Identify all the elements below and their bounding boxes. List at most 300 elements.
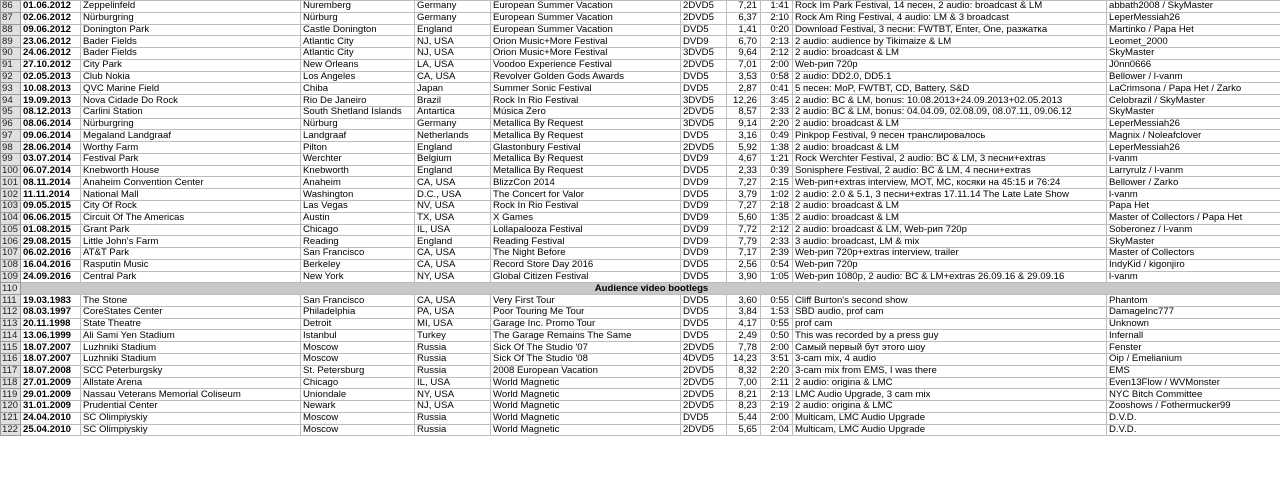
duration-cell[interactable]: 0:41: [761, 83, 793, 95]
city-cell[interactable]: Rio De Janeiro: [301, 95, 415, 107]
tour-cell[interactable]: Sick Of The Studio '08: [491, 353, 681, 365]
venue-cell[interactable]: QVC Marine Field: [81, 83, 301, 95]
tour-cell[interactable]: Sick Of The Studio '07: [491, 342, 681, 354]
city-cell[interactable]: Austin: [301, 212, 415, 224]
region-cell[interactable]: NJ, USA: [415, 48, 491, 60]
notes-cell[interactable]: Web-рип 720p+extras interview, trailer: [793, 248, 1107, 260]
format-cell[interactable]: 3DVD5: [681, 48, 727, 60]
format-cell[interactable]: DVD9: [681, 224, 727, 236]
tour-cell[interactable]: European Summer Vacation: [491, 1, 681, 13]
region-cell[interactable]: CA, USA: [415, 177, 491, 189]
author-cell[interactable]: Master of Collectors / Papa Het: [1107, 212, 1280, 224]
city-cell[interactable]: Newark: [301, 401, 415, 413]
row-number[interactable]: 91: [1, 59, 21, 71]
city-cell[interactable]: Los Angeles: [301, 71, 415, 83]
notes-cell[interactable]: 2 audio: broadcast & LM: [793, 48, 1107, 60]
author-cell[interactable]: Bellower / l-vanm: [1107, 71, 1280, 83]
date-cell[interactable]: 09.06.2014: [21, 130, 81, 142]
format-cell[interactable]: DVD5: [681, 165, 727, 177]
city-cell[interactable]: Berkeley: [301, 259, 415, 271]
author-cell[interactable]: Larryrulz / l-vanm: [1107, 165, 1280, 177]
city-cell[interactable]: Anaheim: [301, 177, 415, 189]
size-cell[interactable]: 7,21: [727, 1, 761, 13]
city-cell[interactable]: South Shetland Islands: [301, 106, 415, 118]
region-cell[interactable]: NY, USA: [415, 271, 491, 283]
region-cell[interactable]: Netherlands: [415, 130, 491, 142]
date-cell[interactable]: 19.09.2013: [21, 95, 81, 107]
size-cell[interactable]: 6,37: [727, 12, 761, 24]
notes-cell[interactable]: Самый первый бут этого шоу: [793, 342, 1107, 354]
notes-cell[interactable]: SBD audio, prof cam: [793, 306, 1107, 318]
format-cell[interactable]: DVD5: [681, 330, 727, 342]
size-cell[interactable]: 9,14: [727, 118, 761, 130]
format-cell[interactable]: 2DVD5: [681, 401, 727, 413]
date-cell[interactable]: 01.06.2012: [21, 1, 81, 13]
venue-cell[interactable]: City Of Rock: [81, 201, 301, 213]
city-cell[interactable]: Knebworth: [301, 165, 415, 177]
author-cell[interactable]: Master of Collectors: [1107, 248, 1280, 260]
tour-cell[interactable]: The Garage Remains The Same: [491, 330, 681, 342]
row-number[interactable]: 115: [1, 342, 21, 354]
date-cell[interactable]: 27.10.2012: [21, 59, 81, 71]
tour-cell[interactable]: World Magnetic: [491, 424, 681, 436]
format-cell[interactable]: DVD5: [681, 259, 727, 271]
notes-cell[interactable]: Sonisphere Festival, 2 audio: BC & LM, 4 песни+extras: [793, 165, 1107, 177]
row-number[interactable]: 118: [1, 377, 21, 389]
size-cell[interactable]: 7,27: [727, 177, 761, 189]
venue-cell[interactable]: Luzhniki Stadium: [81, 353, 301, 365]
format-cell[interactable]: 2DVD5: [681, 106, 727, 118]
duration-cell[interactable]: 3:51: [761, 353, 793, 365]
region-cell[interactable]: Turkey: [415, 330, 491, 342]
tour-cell[interactable]: Glastonbury Festival: [491, 142, 681, 154]
notes-cell[interactable]: Web-рип 1080p, 2 audio: BC & LM+extras 26.09.16 & 29.09.16: [793, 271, 1107, 283]
venue-cell[interactable]: Bader Fields: [81, 48, 301, 60]
duration-cell[interactable]: 2:39: [761, 248, 793, 260]
city-cell[interactable]: Atlantic City: [301, 48, 415, 60]
tour-cell[interactable]: World Magnetic: [491, 389, 681, 401]
size-cell[interactable]: 3,90: [727, 271, 761, 283]
duration-cell[interactable]: 2:10: [761, 12, 793, 24]
region-cell[interactable]: England: [415, 24, 491, 36]
row-number[interactable]: 103: [1, 201, 21, 213]
format-cell[interactable]: DVD9: [681, 236, 727, 248]
date-cell[interactable]: 23.06.2012: [21, 36, 81, 48]
row-number[interactable]: 121: [1, 412, 21, 424]
tour-cell[interactable]: Garage Inc. Promo Tour: [491, 318, 681, 330]
venue-cell[interactable]: State Theatre: [81, 318, 301, 330]
duration-cell[interactable]: 1:38: [761, 142, 793, 154]
author-cell[interactable]: IndyKid / kigonjiro: [1107, 259, 1280, 271]
duration-cell[interactable]: 2:33: [761, 106, 793, 118]
region-cell[interactable]: CA, USA: [415, 295, 491, 307]
size-cell[interactable]: 2,33: [727, 165, 761, 177]
venue-cell[interactable]: Worthy Farm: [81, 142, 301, 154]
duration-cell[interactable]: 1:02: [761, 189, 793, 201]
duration-cell[interactable]: 2:19: [761, 401, 793, 413]
tour-cell[interactable]: Metallica By Request: [491, 118, 681, 130]
tour-cell[interactable]: European Summer Vacation: [491, 24, 681, 36]
tour-cell[interactable]: Global Citizen Festival: [491, 271, 681, 283]
venue-cell[interactable]: SCC Peterburgsky: [81, 365, 301, 377]
size-cell[interactable]: 8,21: [727, 389, 761, 401]
duration-cell[interactable]: 2:13: [761, 389, 793, 401]
venue-cell[interactable]: AT&T Park: [81, 248, 301, 260]
author-cell[interactable]: l-vanm: [1107, 271, 1280, 283]
venue-cell[interactable]: Grant Park: [81, 224, 301, 236]
venue-cell[interactable]: Prudential Center: [81, 401, 301, 413]
notes-cell[interactable]: Pinkpop Festival, 9 песен транслировалось: [793, 130, 1107, 142]
region-cell[interactable]: Antartica: [415, 106, 491, 118]
size-cell[interactable]: 6,70: [727, 36, 761, 48]
format-cell[interactable]: DVD9: [681, 36, 727, 48]
venue-cell[interactable]: Central Park: [81, 271, 301, 283]
date-cell[interactable]: 19.03.1983: [21, 295, 81, 307]
format-cell[interactable]: 2DVD5: [681, 389, 727, 401]
row-number[interactable]: 87: [1, 12, 21, 24]
author-cell[interactable]: NYC Bitch Committee: [1107, 389, 1280, 401]
city-cell[interactable]: Werchter: [301, 153, 415, 165]
venue-cell[interactable]: Little John's Farm: [81, 236, 301, 248]
venue-cell[interactable]: Rasputin Music: [81, 259, 301, 271]
city-cell[interactable]: Moscow: [301, 342, 415, 354]
tour-cell[interactable]: Poor Touring Me Tour: [491, 306, 681, 318]
venue-cell[interactable]: Club Nokia: [81, 71, 301, 83]
date-cell[interactable]: 31.01.2009: [21, 401, 81, 413]
row-number[interactable]: 92: [1, 71, 21, 83]
tour-cell[interactable]: Lollapalooza Festival: [491, 224, 681, 236]
city-cell[interactable]: Moscow: [301, 412, 415, 424]
notes-cell[interactable]: prof cam: [793, 318, 1107, 330]
size-cell[interactable]: 8,23: [727, 401, 761, 413]
date-cell[interactable]: 16.04.2016: [21, 259, 81, 271]
duration-cell[interactable]: 2:15: [761, 177, 793, 189]
duration-cell[interactable]: 1:53: [761, 306, 793, 318]
region-cell[interactable]: Belgium: [415, 153, 491, 165]
author-cell[interactable]: l-vanm: [1107, 153, 1280, 165]
region-cell[interactable]: D.C., USA: [415, 189, 491, 201]
venue-cell[interactable]: Nürburgring: [81, 118, 301, 130]
date-cell[interactable]: 29.08.2015: [21, 236, 81, 248]
venue-cell[interactable]: Bader Fields: [81, 36, 301, 48]
tour-cell[interactable]: Orion Music+More Festival: [491, 48, 681, 60]
date-cell[interactable]: 02.05.2013: [21, 71, 81, 83]
format-cell[interactable]: DVD5: [681, 318, 727, 330]
author-cell[interactable]: D.V.D.: [1107, 424, 1280, 436]
region-cell[interactable]: Russia: [415, 412, 491, 424]
size-cell[interactable]: 3,79: [727, 189, 761, 201]
row-number[interactable]: 101: [1, 177, 21, 189]
author-cell[interactable]: Unknown: [1107, 318, 1280, 330]
notes-cell[interactable]: 3 audio: broadcast, LM & mix: [793, 236, 1107, 248]
city-cell[interactable]: St. Petersburg: [301, 365, 415, 377]
notes-cell[interactable]: 2 audio: broadcast & LM: [793, 118, 1107, 130]
date-cell[interactable]: 06.07.2014: [21, 165, 81, 177]
row-number[interactable]: 111: [1, 295, 21, 307]
tour-cell[interactable]: 2008 European Vacation: [491, 365, 681, 377]
author-cell[interactable]: J0nn0666: [1107, 59, 1280, 71]
venue-cell[interactable]: Anaheim Convention Center: [81, 177, 301, 189]
format-cell[interactable]: DVD5: [681, 24, 727, 36]
format-cell[interactable]: 2DVD5: [681, 1, 727, 13]
tour-cell[interactable]: Reading Festival: [491, 236, 681, 248]
row-number[interactable]: 117: [1, 365, 21, 377]
tour-cell[interactable]: Música Zero: [491, 106, 681, 118]
region-cell[interactable]: CA, USA: [415, 259, 491, 271]
tour-cell[interactable]: World Magnetic: [491, 401, 681, 413]
region-cell[interactable]: Brazil: [415, 95, 491, 107]
city-cell[interactable]: Chiba: [301, 83, 415, 95]
city-cell[interactable]: Moscow: [301, 353, 415, 365]
venue-cell[interactable]: Megaland Landgraaf: [81, 130, 301, 142]
author-cell[interactable]: Papa Het: [1107, 201, 1280, 213]
date-cell[interactable]: 27.01.2009: [21, 377, 81, 389]
format-cell[interactable]: DVD5: [681, 130, 727, 142]
row-number[interactable]: 119: [1, 389, 21, 401]
author-cell[interactable]: SkyMaster: [1107, 236, 1280, 248]
format-cell[interactable]: DVD5: [681, 189, 727, 201]
format-cell[interactable]: DVD9: [681, 177, 727, 189]
notes-cell[interactable]: Web-рип+extras interview, MOT, MC, косяки на 45:15 и 76:24: [793, 177, 1107, 189]
city-cell[interactable]: New Orleans: [301, 59, 415, 71]
notes-cell[interactable]: 5 песен: MoP, FWTBT, CD, Battery, S&D: [793, 83, 1107, 95]
format-cell[interactable]: DVD5: [681, 412, 727, 424]
author-cell[interactable]: Fenster: [1107, 342, 1280, 354]
city-cell[interactable]: Pilton: [301, 142, 415, 154]
city-cell[interactable]: San Francisco: [301, 248, 415, 260]
venue-cell[interactable]: City Park: [81, 59, 301, 71]
date-cell[interactable]: 09.06.2012: [21, 24, 81, 36]
row-number[interactable]: 88: [1, 24, 21, 36]
size-cell[interactable]: 9,64: [727, 48, 761, 60]
city-cell[interactable]: Atlantic City: [301, 36, 415, 48]
format-cell[interactable]: 2DVD5: [681, 424, 727, 436]
region-cell[interactable]: IL, USA: [415, 224, 491, 236]
row-number[interactable]: 114: [1, 330, 21, 342]
region-cell[interactable]: England: [415, 236, 491, 248]
region-cell[interactable]: CA, USA: [415, 248, 491, 260]
row-number[interactable]: 95: [1, 106, 21, 118]
city-cell[interactable]: San Francisco: [301, 295, 415, 307]
size-cell[interactable]: 12,26: [727, 95, 761, 107]
date-cell[interactable]: 02.06.2012: [21, 12, 81, 24]
notes-cell[interactable]: Download Festival, 3 песни: FWTBT, Enter, One, разжатка: [793, 24, 1107, 36]
notes-cell[interactable]: 2 audio: broadcast & LM: [793, 142, 1107, 154]
duration-cell[interactable]: 2:11: [761, 377, 793, 389]
venue-cell[interactable]: Nassau Veterans Memorial Coliseum: [81, 389, 301, 401]
size-cell[interactable]: 3,84: [727, 306, 761, 318]
row-number[interactable]: 116: [1, 353, 21, 365]
city-cell[interactable]: Chicago: [301, 377, 415, 389]
venue-cell[interactable]: Nürburgring: [81, 12, 301, 24]
city-cell[interactable]: Nuremberg: [301, 1, 415, 13]
date-cell[interactable]: 10.08.2013: [21, 83, 81, 95]
region-cell[interactable]: NV, USA: [415, 201, 491, 213]
city-cell[interactable]: Nürburg: [301, 118, 415, 130]
city-cell[interactable]: Reading: [301, 236, 415, 248]
author-cell[interactable]: Even13Flow / WVMonster: [1107, 377, 1280, 389]
tour-cell[interactable]: Rock In Rio Festival: [491, 201, 681, 213]
format-cell[interactable]: DVD5: [681, 306, 727, 318]
tour-cell[interactable]: Voodoo Experience Festival: [491, 59, 681, 71]
date-cell[interactable]: 03.07.2014: [21, 153, 81, 165]
region-cell[interactable]: England: [415, 142, 491, 154]
row-number[interactable]: 97: [1, 130, 21, 142]
tour-cell[interactable]: Record Store Day 2016: [491, 259, 681, 271]
row-number[interactable]: 105: [1, 224, 21, 236]
row-number[interactable]: 120: [1, 401, 21, 413]
format-cell[interactable]: 2DVD5: [681, 365, 727, 377]
venue-cell[interactable]: Knebworth House: [81, 165, 301, 177]
region-cell[interactable]: England: [415, 165, 491, 177]
region-cell[interactable]: Russia: [415, 424, 491, 436]
duration-cell[interactable]: 2:33: [761, 236, 793, 248]
date-cell[interactable]: 20.11.1998: [21, 318, 81, 330]
size-cell[interactable]: 5,60: [727, 212, 761, 224]
row-number[interactable]: 107: [1, 248, 21, 260]
size-cell[interactable]: 2,56: [727, 259, 761, 271]
date-cell[interactable]: 29.01.2009: [21, 389, 81, 401]
notes-cell[interactable]: 2 audio: broadcast & LM, Web-рип 720p: [793, 224, 1107, 236]
size-cell[interactable]: 7,00: [727, 377, 761, 389]
author-cell[interactable]: Magnix / Noleafclover: [1107, 130, 1280, 142]
notes-cell[interactable]: 2 audio: origina & LMC: [793, 401, 1107, 413]
tour-cell[interactable]: X Games: [491, 212, 681, 224]
tour-cell[interactable]: Metallica By Request: [491, 130, 681, 142]
region-cell[interactable]: LA, USA: [415, 59, 491, 71]
row-number[interactable]: 122: [1, 424, 21, 436]
date-cell[interactable]: 24.09.2016: [21, 271, 81, 283]
city-cell[interactable]: New York: [301, 271, 415, 283]
duration-cell[interactable]: 2:00: [761, 59, 793, 71]
row-number[interactable]: 104: [1, 212, 21, 224]
duration-cell[interactable]: 1:21: [761, 153, 793, 165]
city-cell[interactable]: Las Vegas: [301, 201, 415, 213]
notes-cell[interactable]: 2 audio: BC & LM, bonus: 10.08.2013+24.09.2013+02.05.2013: [793, 95, 1107, 107]
tour-cell[interactable]: Orion Music+More Festival: [491, 36, 681, 48]
row-number[interactable]: 96: [1, 118, 21, 130]
author-cell[interactable]: Bellower / Zarko: [1107, 177, 1280, 189]
size-cell[interactable]: 7,72: [727, 224, 761, 236]
date-cell[interactable]: 18.07.2007: [21, 342, 81, 354]
region-cell[interactable]: Germany: [415, 1, 491, 13]
size-cell[interactable]: 3,16: [727, 130, 761, 142]
size-cell[interactable]: 7,01: [727, 59, 761, 71]
size-cell[interactable]: 5,92: [727, 142, 761, 154]
notes-cell[interactable]: 2 audio: broadcast & LM: [793, 201, 1107, 213]
venue-cell[interactable]: Donington Park: [81, 24, 301, 36]
format-cell[interactable]: DVD9: [681, 153, 727, 165]
date-cell[interactable]: 28.06.2014: [21, 142, 81, 154]
date-cell[interactable]: 01.08.2015: [21, 224, 81, 236]
size-cell[interactable]: 1,41: [727, 24, 761, 36]
author-cell[interactable]: Martinko / Papa Het: [1107, 24, 1280, 36]
size-cell[interactable]: 5,44: [727, 412, 761, 424]
author-cell[interactable]: LeperMessiah26: [1107, 142, 1280, 154]
row-number[interactable]: 109: [1, 271, 21, 283]
duration-cell[interactable]: 2:20: [761, 118, 793, 130]
tour-cell[interactable]: European Summer Vacation: [491, 12, 681, 24]
date-cell[interactable]: 13.06.1999: [21, 330, 81, 342]
date-cell[interactable]: 18.07.2007: [21, 353, 81, 365]
author-cell[interactable]: SkyMaster: [1107, 106, 1280, 118]
row-number[interactable]: 90: [1, 48, 21, 60]
size-cell[interactable]: 3,53: [727, 71, 761, 83]
row-number[interactable]: 89: [1, 36, 21, 48]
date-cell[interactable]: 25.04.2010: [21, 424, 81, 436]
row-number[interactable]: 99: [1, 153, 21, 165]
city-cell[interactable]: Castle Donington: [301, 24, 415, 36]
region-cell[interactable]: NJ, USA: [415, 36, 491, 48]
duration-cell[interactable]: 0:50: [761, 330, 793, 342]
size-cell[interactable]: 2,87: [727, 83, 761, 95]
format-cell[interactable]: DVD5: [681, 295, 727, 307]
duration-cell[interactable]: 0:55: [761, 295, 793, 307]
author-cell[interactable]: D.V.D.: [1107, 412, 1280, 424]
duration-cell[interactable]: 0:20: [761, 24, 793, 36]
venue-cell[interactable]: National Mall: [81, 189, 301, 201]
format-cell[interactable]: 3DVD5: [681, 118, 727, 130]
region-cell[interactable]: Japan: [415, 83, 491, 95]
author-cell[interactable]: LaCrimsona / Papa Het / Zarko: [1107, 83, 1280, 95]
city-cell[interactable]: Washington: [301, 189, 415, 201]
duration-cell[interactable]: 0:54: [761, 259, 793, 271]
city-cell[interactable]: Uniondale: [301, 389, 415, 401]
tour-cell[interactable]: Summer Sonic Festival: [491, 83, 681, 95]
row-number[interactable]: 102: [1, 189, 21, 201]
duration-cell[interactable]: 2:00: [761, 412, 793, 424]
notes-cell[interactable]: Cliff Burton's second show: [793, 295, 1107, 307]
author-cell[interactable]: DamageInc777: [1107, 306, 1280, 318]
row-number[interactable]: 110: [1, 283, 21, 295]
notes-cell[interactable]: Web-рип 720p: [793, 59, 1107, 71]
date-cell[interactable]: 06.02.2016: [21, 248, 81, 260]
format-cell[interactable]: DVD5: [681, 83, 727, 95]
author-cell[interactable]: LeperMessiah26: [1107, 12, 1280, 24]
tour-cell[interactable]: World Magnetic: [491, 377, 681, 389]
format-cell[interactable]: 2DVD5: [681, 12, 727, 24]
notes-cell[interactable]: Rock Am Ring Festival, 4 audio: LM & 3 broadcast: [793, 12, 1107, 24]
duration-cell[interactable]: 2:12: [761, 224, 793, 236]
date-cell[interactable]: 24.06.2012: [21, 48, 81, 60]
region-cell[interactable]: MI, USA: [415, 318, 491, 330]
city-cell[interactable]: Philadelphia: [301, 306, 415, 318]
region-cell[interactable]: IL, USA: [415, 377, 491, 389]
tour-cell[interactable]: The Concert for Valor: [491, 189, 681, 201]
venue-cell[interactable]: Zeppelinfeld: [81, 1, 301, 13]
tour-cell[interactable]: Metallica By Request: [491, 165, 681, 177]
size-cell[interactable]: 8,32: [727, 365, 761, 377]
region-cell[interactable]: CA, USA: [415, 71, 491, 83]
duration-cell[interactable]: 3:45: [761, 95, 793, 107]
size-cell[interactable]: 7,17: [727, 248, 761, 260]
format-cell[interactable]: 2DVD5: [681, 377, 727, 389]
format-cell[interactable]: DVD5: [681, 71, 727, 83]
venue-cell[interactable]: Circuit Of The Americas: [81, 212, 301, 224]
notes-cell[interactable]: 2 audio: broadcast & LM: [793, 212, 1107, 224]
author-cell[interactable]: abbath2008 / SkyMaster: [1107, 1, 1280, 13]
author-cell[interactable]: LeperMessiah26: [1107, 118, 1280, 130]
author-cell[interactable]: EMS: [1107, 365, 1280, 377]
date-cell[interactable]: 24.04.2010: [21, 412, 81, 424]
notes-cell[interactable]: 3-cam mix from EMS, I was there: [793, 365, 1107, 377]
format-cell[interactable]: DVD9: [681, 212, 727, 224]
tour-cell[interactable]: The Night Before: [491, 248, 681, 260]
region-cell[interactable]: TX, USA: [415, 212, 491, 224]
city-cell[interactable]: Moscow: [301, 424, 415, 436]
duration-cell[interactable]: 1:35: [761, 212, 793, 224]
duration-cell[interactable]: 1:41: [761, 1, 793, 13]
